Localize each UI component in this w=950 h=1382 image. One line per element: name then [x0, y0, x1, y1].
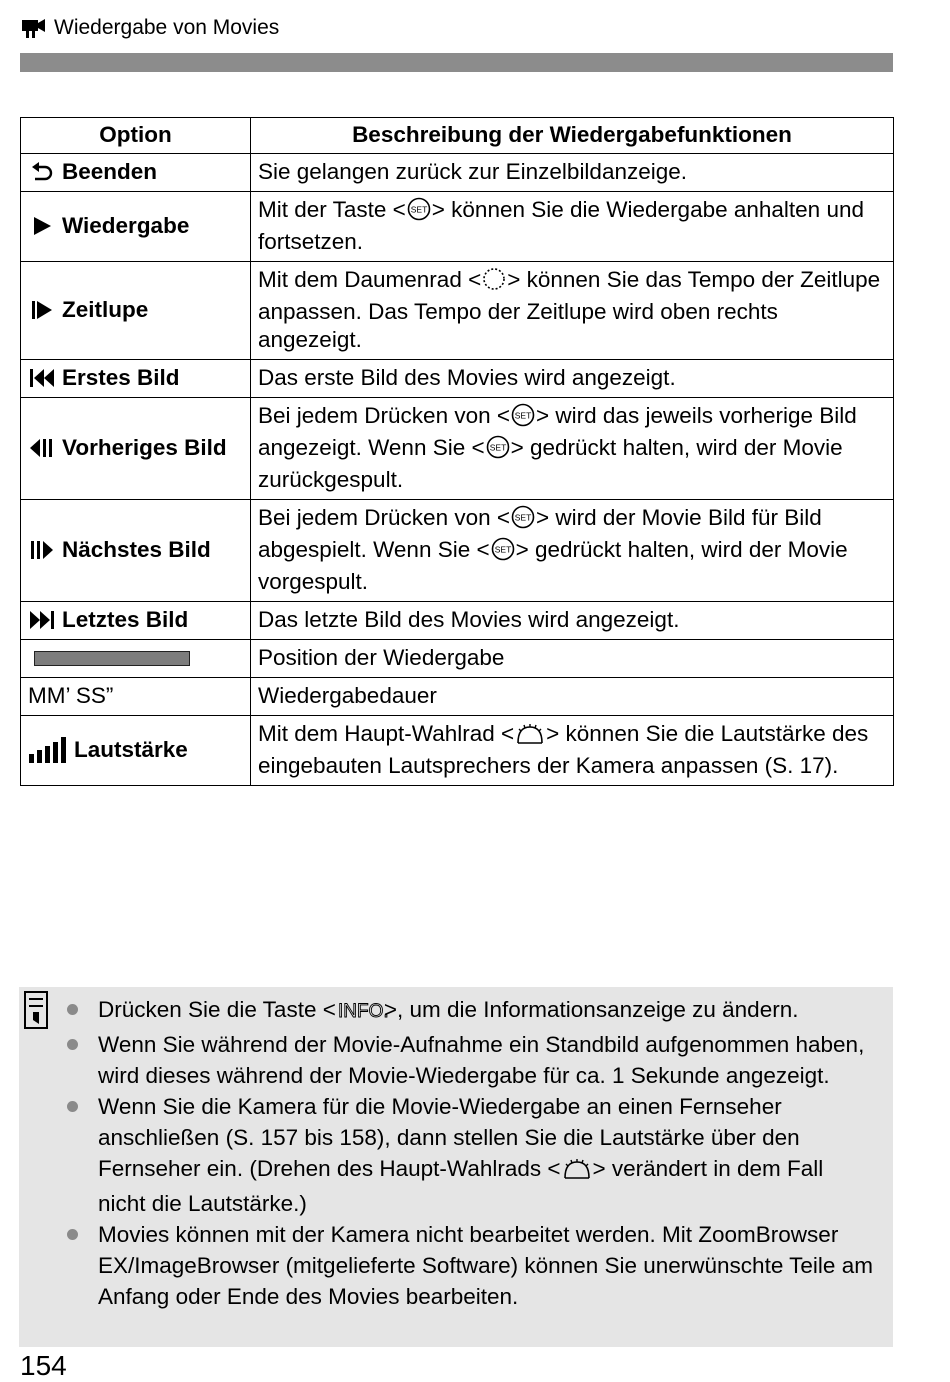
option-label: Letztes Bild [62, 607, 189, 632]
note-text: Movies können mit der Kamera nicht bearbeitet werden. Mit ZoomBrowser EX/ImageBrowser (mitgelieferte Software) können Sie unerwünschte Teile am Anfang oder Ende des Movies bearbeiten. [98, 1222, 873, 1309]
description-text: > können Sie die Wiedergabe anhalten und fortsetzen. [258, 197, 864, 254]
note-text: >, um die Informationsanzeige zu ändern. [383, 997, 799, 1022]
options-table [20, 117, 894, 786]
note-text: Wenn Sie die Kamera für die Movie-Wiedergabe an einen Fernseher anschließen (S. 157 bis 158), dann stellen Sie die Lautstärke über den Fernseher ein. (Drehen des Haupt-Wahlrads < [98, 1094, 800, 1181]
note-text: Wenn Sie während der Movie-Aufnahme ein Standbild aufgenommen haben, wird dieses während der Movie-Wiedergabe für ca. 1 Sekunde angezeigt. [98, 1032, 865, 1088]
description-text: Bei jedem Drücken von < [258, 403, 511, 428]
description-text: > können Sie das Tempo der Zeitlupe anpassen. Das Tempo der Zeitlupe wird oben rechts angezeigt. [258, 267, 881, 352]
bullet-icon [67, 1039, 78, 1050]
set-button-icon [511, 505, 535, 536]
table-row [21, 678, 894, 716]
option-label: Erstes Bild [62, 365, 180, 390]
description-text: > wird der Movie Bild für Bild abgespielt. Wenn Sie < [258, 505, 822, 562]
column-header-option: Option [21, 118, 251, 154]
last-frame-icon [28, 609, 56, 631]
svg-text:INFO.: INFO. [337, 1001, 389, 1022]
header-bar [20, 53, 893, 72]
description-text: > gedrückt halten, wird der Movie vorgespult. [258, 537, 848, 594]
table-row [21, 192, 894, 262]
description-text: Sie gelangen zurück zur Einzelbildanzeige. [258, 159, 688, 184]
volume-bars-icon [28, 736, 68, 764]
option-label: Nächstes Bild [62, 537, 211, 562]
description-text: Das letzte Bild des Movies wird angezeigt. [258, 607, 680, 632]
description-text: Position der Wiedergabe [258, 645, 505, 670]
set-button-icon [511, 403, 535, 434]
list-item [65, 994, 875, 1029]
header-title: Wiedergabe von Movies [54, 16, 280, 39]
svg-text:SET: SET [410, 204, 428, 215]
svg-text:SET: SET [494, 544, 511, 555]
table-header-row [21, 118, 894, 154]
option-label: Zeitlupe [62, 297, 149, 322]
set-button-icon [486, 435, 510, 466]
play-icon [28, 215, 56, 237]
next-frame-icon [28, 539, 56, 561]
table-row [21, 360, 894, 398]
description-text: Mit dem Haupt-Wahlrad < [258, 721, 515, 746]
set-button-icon [407, 197, 431, 228]
main-dial-icon [562, 1157, 592, 1188]
set-button-icon [491, 537, 515, 568]
page-header [20, 16, 279, 40]
first-frame-icon [28, 367, 56, 389]
table-row [21, 154, 894, 192]
note-box [19, 987, 893, 1347]
page-number: 154 [20, 1350, 67, 1381]
column-header-description: Beschreibung der Wiedergabefunktionen [251, 118, 894, 154]
description-text: Bei jedem Drücken von < [258, 505, 511, 530]
time-format-label: MM’ SS” [28, 683, 114, 708]
table-row [21, 640, 894, 678]
table-row [21, 262, 894, 360]
option-label: Vorheriges Bild [62, 435, 227, 460]
svg-text:SET: SET [489, 442, 506, 453]
note-text: > verändert in dem Fall nicht die Lautstärke.) [98, 1156, 824, 1216]
return-arrow-icon [28, 161, 56, 183]
slow-motion-icon [28, 299, 56, 321]
svg-text:SET: SET [514, 410, 532, 421]
list-item [65, 1091, 875, 1219]
quick-control-dial-icon [482, 267, 506, 298]
description-text: Das erste Bild des Movies wird angezeigt. [258, 365, 676, 390]
table-row [21, 716, 894, 786]
table-row [21, 398, 894, 500]
description-text: > wird das jeweils vorherige Bild angezeigt. Wenn Sie < [258, 403, 857, 460]
main-dial-icon [515, 723, 545, 752]
note-text: Drücken Sie die Taste < [98, 997, 336, 1022]
progress-bar [34, 651, 190, 666]
description-text: > können Sie die Lautstärke des eingebauten Lautsprechers der Kamera anpassen (S. 17). [258, 721, 869, 778]
list-item [65, 1219, 875, 1312]
note-list [65, 994, 875, 1312]
option-label: Wiedergabe [62, 213, 190, 238]
description-text: Mit der Taste < [258, 197, 406, 222]
info-button-icon [337, 998, 389, 1029]
previous-frame-icon [28, 437, 56, 459]
list-item [65, 1029, 875, 1091]
option-label: Beenden [62, 159, 158, 184]
bullet-icon [67, 1101, 78, 1112]
description-text: Wiedergabedauer [258, 683, 437, 708]
bullet-icon [67, 1229, 78, 1240]
description-text: > gedrückt halten, wird der Movie zurückgespult. [258, 435, 843, 492]
memo-icon [23, 990, 49, 1035]
table-row [21, 602, 894, 640]
description-text: Mit dem Daumenrad < [258, 267, 482, 292]
movie-camera-icon [20, 17, 46, 39]
table-row [21, 500, 894, 602]
bullet-icon [67, 1004, 78, 1015]
option-label: Lautstärke [74, 737, 188, 762]
svg-text:SET: SET [514, 512, 532, 523]
